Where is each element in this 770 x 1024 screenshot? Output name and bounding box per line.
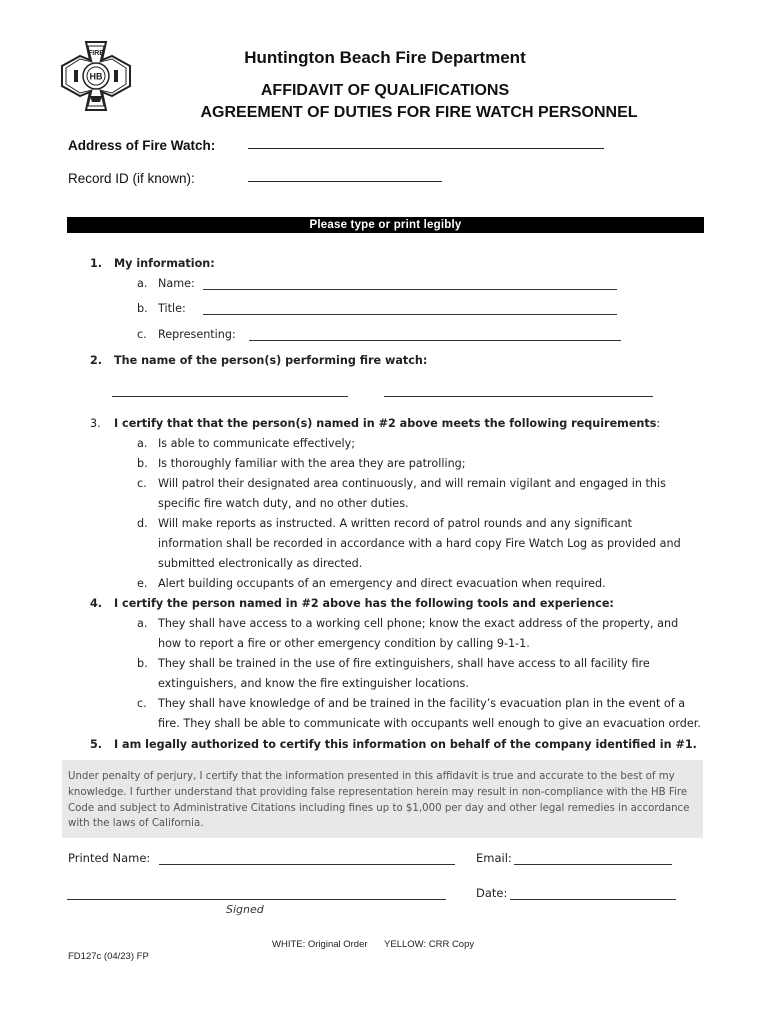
section-4-item-b-line-2: extinguishers, and know the fire extinguisher locations.: [158, 677, 469, 690]
section-3-item-d-line-3: submitted electronically as directed.: [158, 557, 363, 570]
notice-line-3: Code and subject to Administrative Citations including fines up to $1,000 per day and other legal remedies in accordance: [68, 802, 690, 814]
title-label: Title:: [158, 302, 186, 315]
form-title-1: AFFIDAVIT OF QUALIFICATIONS: [260, 82, 510, 99]
section-2-title: The name of the person(s) performing fire watch:: [114, 354, 428, 367]
fire-watch-person-2-field[interactable]: [384, 396, 653, 397]
section-1-item-b-letter: b.: [137, 302, 148, 315]
section-4-item-c-line-2: fire. They shall be able to communicate with occupants well enough to give an evacuation order.: [158, 717, 701, 730]
section-3-item-d-letter: d.: [137, 517, 148, 530]
white-copy-label: WHITE: Original Order: [272, 939, 368, 950]
date-label: Date:: [476, 886, 508, 900]
email-field[interactable]: [514, 864, 672, 865]
perjury-notice: [62, 760, 703, 838]
section-4-item-c-letter: c.: [137, 697, 147, 710]
form-title-2: AGREEMENT OF DUTIES FOR FIRE WATCH PERSONNEL: [200, 104, 638, 121]
form-code: FD127c (04/23) FP: [68, 951, 149, 962]
email-label: Email:: [476, 851, 512, 865]
date-field[interactable]: [510, 899, 676, 900]
section-3-item-a-line-1: Is able to communicate effectively;: [158, 437, 356, 450]
section-4-title: I certify the person named in #2 above has the following tools and experience:: [114, 597, 614, 610]
copy-distribution: [272, 939, 488, 950]
section-3-item-c-letter: c.: [137, 477, 147, 490]
name-field[interactable]: [203, 289, 617, 290]
department-name: Huntington Beach Fire Department: [244, 48, 526, 67]
section-4-item-a-line-2: how to report a fire or other emergency condition by calling 9-1-1.: [158, 637, 530, 650]
notice-line-2: knowledge. I further understand that providing false representation herein may result in non-compliance with the HB Fire: [68, 786, 688, 798]
notice-line-1: Under penalty of perjury, I certify that the information presented in this affidavit is true and accurate to the best of my: [68, 771, 675, 782]
section-3-item-b-letter: b.: [137, 457, 148, 470]
logo-text: FIRE: [88, 50, 104, 57]
address-label: Address of Fire Watch:: [68, 138, 216, 153]
section-4-item-b-line-1: They shall be trained in the use of fire extinguishers, shall have access to all facility fire: [158, 657, 650, 670]
section-2-number: 2.: [90, 354, 103, 367]
name-label: Name:: [158, 277, 195, 290]
section-3-colon: :: [656, 417, 661, 430]
section-3-title: I certify that that the person(s) named in #2 above meets the following requirements: [114, 417, 657, 430]
section-3-item-e-letter: e.: [137, 577, 148, 590]
representing-field[interactable]: [249, 340, 621, 341]
section-3-item-a-letter: a.: [137, 437, 148, 450]
section-3-item-c-line-1: Will patrol their designated area continuously, and will remain vigilant and engaged in this: [158, 477, 666, 490]
signed-caption: Signed: [226, 903, 264, 916]
instruction-banner: Please type or print legibly: [67, 217, 704, 233]
section-1-title: My information:: [114, 257, 215, 270]
printed-name-label: Printed Name:: [68, 851, 151, 865]
section-1-item-c-letter: c.: [137, 328, 147, 341]
section-4-item-a-line-1: They shall have access to a working cell phone; know the exact address of the property, and: [158, 617, 679, 630]
section-3-item-b-line-1: Is thoroughly familiar with the area they are patrolling;: [158, 457, 466, 470]
section-3-number: 3.: [90, 417, 101, 430]
section-1-number: 1.: [90, 257, 103, 270]
record-id-field[interactable]: [248, 181, 442, 182]
section-5-title: I am legally authorized to certify this information on behalf of the company identified in #1.: [114, 738, 697, 751]
section-3-item-d-line-2: information shall be recorded in accordance with a hard copy Fire Watch Log as provided and: [158, 537, 681, 550]
section-4-item-c-line-1: They shall have knowledge of and be trained in the facility’s evacuation plan in the event of a: [158, 697, 686, 710]
section-4-item-a-letter: a.: [137, 617, 148, 630]
fire-watch-person-1-field[interactable]: [112, 396, 348, 397]
representing-label: Representing:: [158, 328, 236, 341]
title-field[interactable]: [203, 314, 617, 315]
address-field[interactable]: [248, 148, 604, 149]
section-4-number: 4.: [90, 597, 103, 610]
section-5-number: 5.: [90, 738, 103, 751]
notice-line-4: with the laws of California.: [68, 818, 204, 830]
yellow-copy-label: YELLOW: CRR Copy: [384, 939, 475, 950]
record-id-label: Record ID (if known):: [68, 171, 195, 186]
signature-field[interactable]: [67, 899, 446, 900]
section-3-item-d-line-1: Will make reports as instructed. A written record of patrol rounds and any significant: [158, 517, 633, 530]
logo-monogram: HB: [89, 71, 103, 82]
section-4-item-b-letter: b.: [137, 657, 148, 670]
section-3-item-e-line-1: Alert building occupants of an emergency and direct evacuation when required.: [158, 577, 606, 590]
section-3-item-c-line-2: specific fire watch duty, and no other duties.: [158, 497, 409, 510]
section-1-item-a-letter: a.: [137, 277, 148, 290]
printed-name-field[interactable]: [159, 864, 455, 865]
